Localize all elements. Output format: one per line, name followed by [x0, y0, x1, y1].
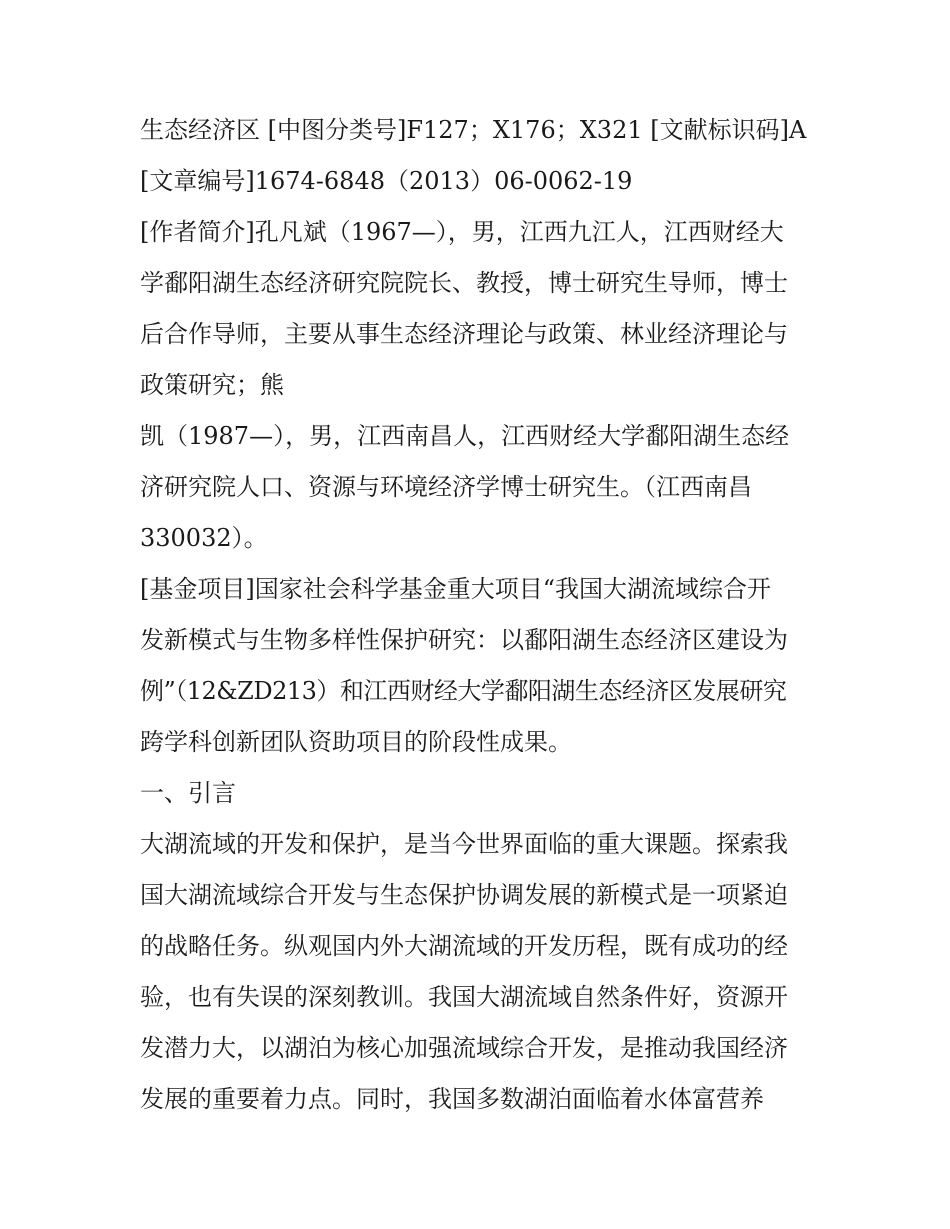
text-line: [作者简介]孔凡斌（1967—），男，江西九江人，江西财经大 [140, 218, 784, 246]
text-line: 凯（1987—），男，江西南昌人，江西财经大学鄱阳湖生态经 [140, 422, 790, 450]
section-heading: 一、引言 [140, 779, 236, 807]
text-line: 330032）。 [140, 524, 268, 552]
text-line: 大湖流域的开发和保护，是当今世界面临的重大课题。探索我 [140, 830, 788, 858]
text-line: 发潜力大，以湖泊为核心加强流域综合开发，是推动我国经济 [140, 1034, 788, 1062]
text-line: [基金项目]国家社会科学基金重大项目“我国大湖流域综合开 [140, 575, 771, 603]
text-line: 跨学科创新团队资助项目的阶段性成果。 [140, 728, 572, 756]
text-line: 学鄱阳湖生态经济研究院院长、教授，博士研究生导师，博士 [140, 269, 788, 297]
text-line: 生态经济区 [中图分类号]F127；X176；X321 [文献标识码]A [140, 116, 807, 144]
text-line: 济研究院人口、资源与环境经济学博士研究生。（江西南昌 [140, 473, 752, 501]
text-line: 发展的重要着力点。同时，我国多数湖泊面临着水体富营养 [140, 1085, 764, 1113]
text-line: 的战略任务。纵观国内外大湖流域的开发历程，既有成功的经 [140, 932, 788, 960]
text-line: 验，也有失误的深刻教训。我国大湖流域自然条件好，资源开 [140, 983, 788, 1011]
text-line: 政策研究；熊 [140, 371, 284, 399]
document-body [140, 105, 820, 1125]
text-line: [文章编号]1674-6848（2013）06-0062-19 [140, 167, 633, 195]
text-line: 国大湖流域综合开发与生态保护协调发展的新模式是一项紧迫 [140, 881, 788, 909]
text-line: 后合作导师，主要从事生态经济理论与政策、林业经济理论与 [140, 320, 788, 348]
text-line: 发新模式与生物多样性保护研究：以鄱阳湖生态经济区建设为 [140, 626, 788, 654]
text-line: 例”（12&ZD213）和江西财经大学鄱阳湖生态经济区发展研究 [140, 677, 787, 705]
